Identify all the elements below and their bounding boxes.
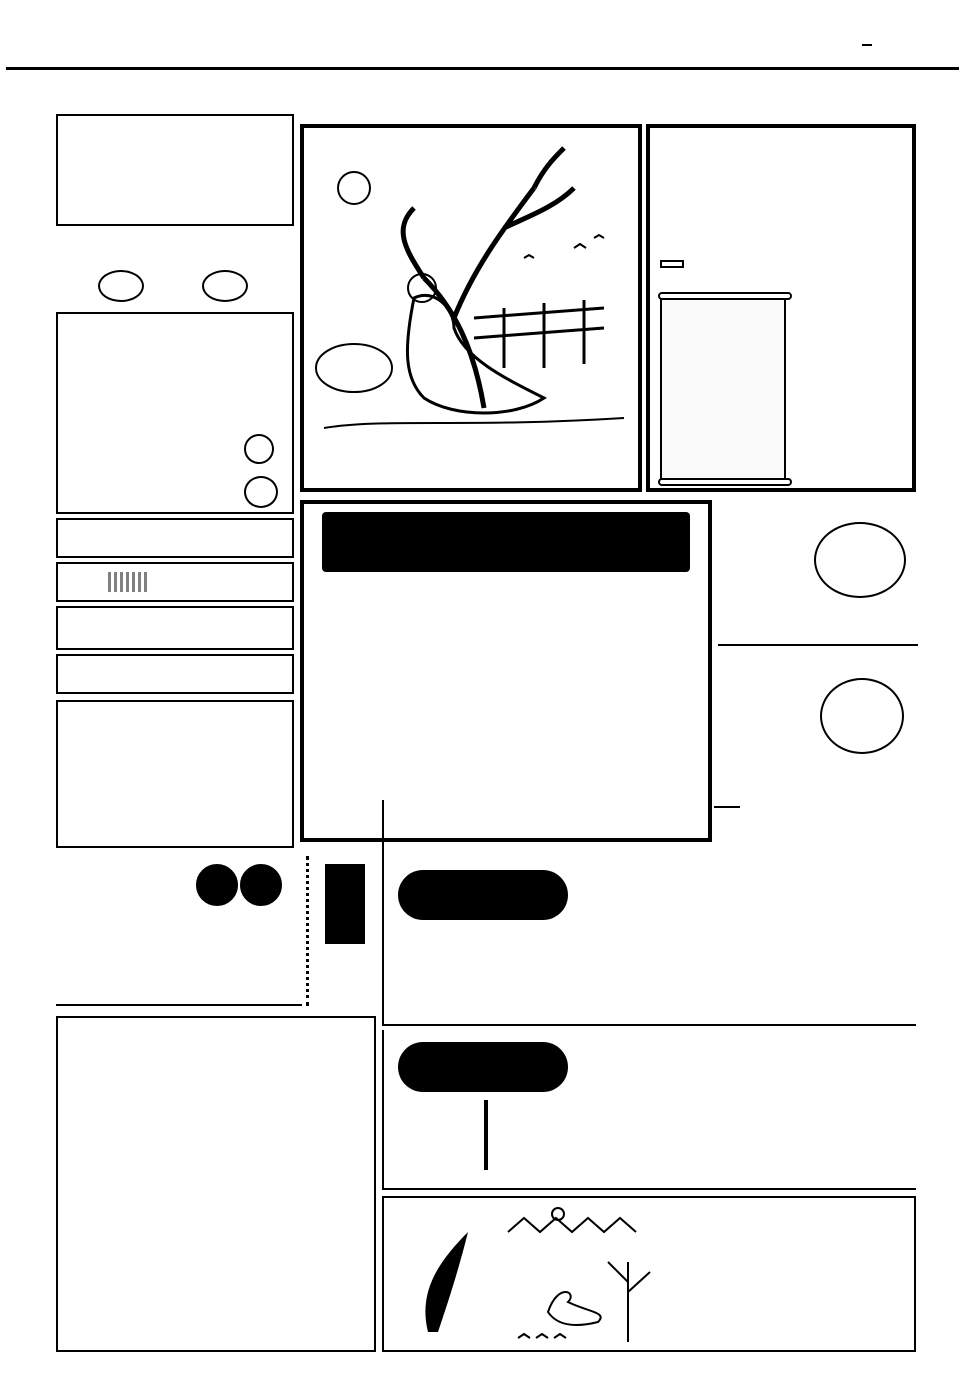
header-bar [6,6,959,70]
lucky-code-row [56,518,294,558]
appear-block-2 [718,644,918,784]
contribution-box [56,700,294,848]
computer-analysis-box [300,500,712,842]
computer-numbers [338,580,688,628]
appear-1-number [814,522,906,598]
appear-block-1 [718,500,918,640]
big-small-side-title [714,806,740,808]
lucky-zodiac-row [56,562,294,602]
tips-section [306,856,376,1006]
mountains-icon [508,1218,636,1232]
cold-hot-number-1 [98,270,144,302]
mark-six-top-strip [12,82,952,108]
sun-icon [552,1208,564,1220]
riddle-box [382,1196,916,1352]
brush-icon [425,1232,468,1332]
riddle-tree-icon [608,1262,650,1342]
cold-hot-section [56,230,294,306]
odd-even-banner [398,1042,568,1092]
poem-section [56,856,302,1006]
rank-table-box [56,114,294,226]
lucky-color-row [56,606,294,650]
big-small-section [382,800,916,1026]
ground-icon [324,418,624,428]
mark-six-right-strip [922,112,956,1352]
poem-title-badge-1 [196,864,238,906]
tips-label [325,864,365,944]
special-number-2 [244,476,278,508]
illustration-drawing [304,128,638,488]
riddle-drawing [388,1202,678,1348]
big-small-banner [398,870,568,920]
fence-icon [474,300,604,368]
cold-hot-number-2 [202,270,248,302]
special-number-1 [244,434,274,464]
appear-2-number [820,678,904,754]
special-code-box [56,312,294,514]
computer-banner [322,512,690,572]
lucky-range-row [56,654,294,694]
odd-even-section [382,1030,916,1190]
moon-icon [338,172,370,204]
edition-label [862,44,872,46]
stones-icon [518,1334,566,1338]
scroll-title [660,260,684,268]
illustration-box [300,124,642,492]
liuhe-xuanji-box [646,124,916,492]
poem-title-badge-2 [240,864,282,906]
mark-six-left-strip [10,112,44,1352]
scroll-panel [660,296,786,482]
lucky-zodiac-stamp [108,572,148,592]
swan-icon [548,1292,601,1325]
zodiac-puzzle-box [56,1016,376,1352]
rock-icon [316,344,392,392]
birds-icon [524,235,604,258]
